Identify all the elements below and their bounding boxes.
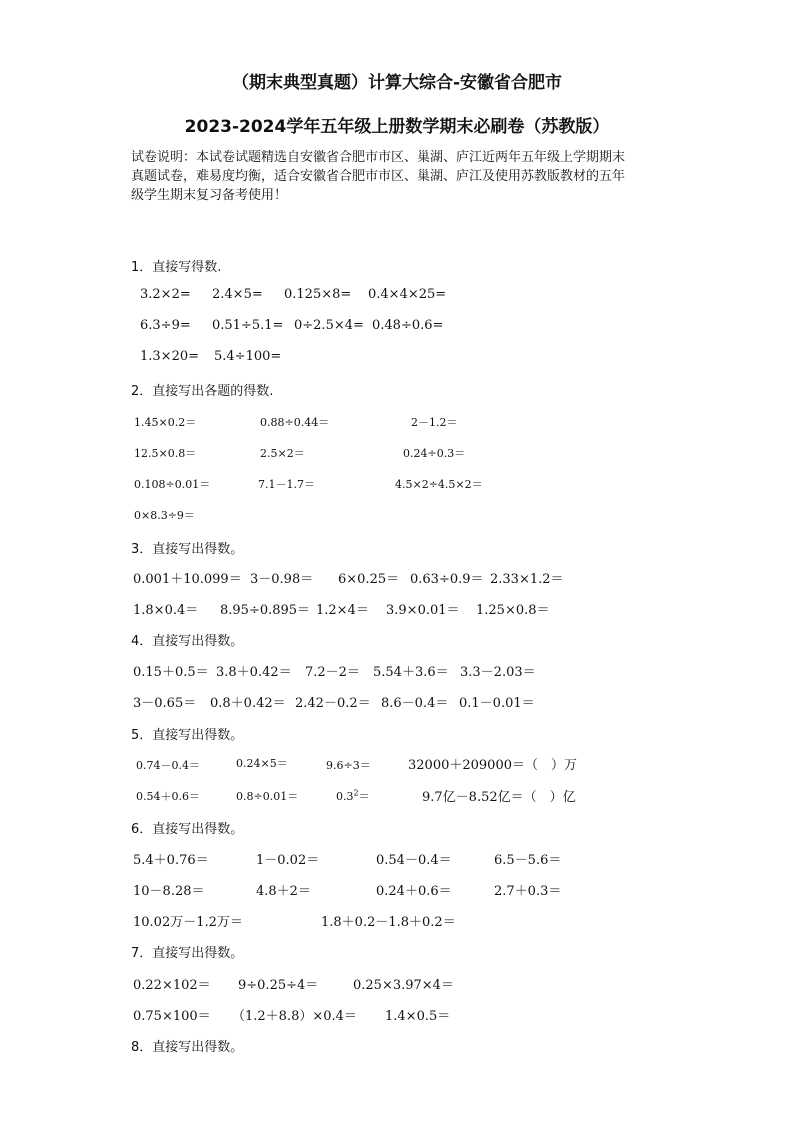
problem: 0.4×4×25= xyxy=(368,287,447,302)
problem: 0.24＋0.6＝ xyxy=(376,884,452,899)
problem: 7.1－1.7＝ xyxy=(258,478,315,491)
problem: 3－0.98＝ xyxy=(250,572,314,587)
problem: 4.8＋2＝ xyxy=(256,884,311,899)
problem: 32000＋209000＝（ ）万 xyxy=(408,758,577,773)
problem: 2.7＋0.3＝ xyxy=(494,884,562,899)
problem: 2.33×1.2＝ xyxy=(490,572,564,587)
problem: 0÷2.5×4= xyxy=(294,318,364,333)
problem: 6.3÷9= xyxy=(140,318,191,333)
problem: 7.2－2＝ xyxy=(305,665,360,680)
problem: 0.51÷5.1= xyxy=(212,318,284,333)
problem: 6×0.25＝ xyxy=(338,572,400,587)
problem xyxy=(336,788,370,804)
problem: 0.108÷0.01＝ xyxy=(134,478,211,491)
problem: 0.88÷0.44＝ xyxy=(260,416,330,429)
problem: 2.5×2＝ xyxy=(260,447,305,460)
title-line-2: 2023-2024学年五年级上册数学期末必刷卷（苏教版） xyxy=(184,117,610,137)
problem: 0.15＋0.5＝ xyxy=(133,665,209,680)
exponent: 2 xyxy=(353,788,359,798)
problem: 0×8.3÷9＝ xyxy=(134,509,195,522)
problem: 0.1－0.01＝ xyxy=(459,696,535,711)
question-1-heading: 1．直接写得数. xyxy=(131,260,222,275)
problem: 0.8÷0.01＝ xyxy=(236,790,299,803)
problem: 0.75×100＝ xyxy=(133,1009,211,1024)
problem: 1.8＋0.2－1.8＋0.2＝ xyxy=(321,915,456,930)
problem: 2－1.2＝ xyxy=(411,416,458,429)
problem: 3.9×0.01＝ xyxy=(386,603,460,618)
problem: 0.48÷0.6= xyxy=(372,318,444,333)
problem: （1.2＋8.8）×0.4＝ xyxy=(232,1009,357,1024)
problem: 1.8×0.4＝ xyxy=(133,603,199,618)
problem: 0.63÷0.9＝ xyxy=(410,572,484,587)
problem: 4.5×2÷4.5×2＝ xyxy=(395,478,483,491)
intro-line: 级学生期末复习备考使用！ xyxy=(131,188,288,203)
problem: 0.74－0.4＝ xyxy=(136,759,200,772)
problem: 0.8＋0.42＝ xyxy=(210,696,286,711)
intro-line: 试卷说明：本试卷试题精选自安徽省合肥市市区、巢湖、庐江近两年五年级上学期期末 xyxy=(131,150,626,165)
problem: 9.6÷3＝ xyxy=(326,759,371,772)
problem: 0.25×3.97×4＝ xyxy=(353,978,454,993)
question-6-heading: 6．直接写出得数。 xyxy=(131,822,244,837)
problem-base: 0.3 xyxy=(336,790,354,803)
problem: 2.42－0.2＝ xyxy=(295,696,371,711)
problem: 0.54－0.4＝ xyxy=(376,853,452,868)
problem-equals: ＝ xyxy=(358,790,370,803)
problem: 0.22×102＝ xyxy=(133,978,211,993)
question-7-heading: 7．直接写出得数。 xyxy=(131,946,244,961)
test-description xyxy=(131,148,671,205)
problem: 6.5－5.6＝ xyxy=(494,853,562,868)
problem: 8.95÷0.895＝ xyxy=(220,603,311,618)
problem: 5.54＋3.6＝ xyxy=(373,665,449,680)
problem: 1.25×0.8＝ xyxy=(476,603,550,618)
problem: 3－0.65＝ xyxy=(133,696,197,711)
problem: 2.4×5= xyxy=(212,287,263,302)
question-8-heading: 8．直接写出得数。 xyxy=(131,1040,244,1055)
intro-line: 真题试卷，难易度均衡，适合安徽省合肥市市区、巢湖、庐江及使用苏教版教材的五年 xyxy=(131,169,626,184)
problem: 1－0.02＝ xyxy=(256,853,320,868)
problem: 3.2×2= xyxy=(140,287,191,302)
problem: 5.4＋0.76＝ xyxy=(133,853,209,868)
problem: 1.4×0.5＝ xyxy=(385,1009,451,1024)
question-5-heading: 5．直接写出得数。 xyxy=(131,728,244,743)
problem: 0.24×5＝ xyxy=(236,757,288,770)
problem: 5.4÷100= xyxy=(214,349,282,364)
question-3-heading: 3．直接写出得数。 xyxy=(131,542,244,557)
title-line-1: （期末典型真题）计算大综合-安徽省合肥市 xyxy=(231,73,563,93)
problem: 12.5×0.8＝ xyxy=(134,447,197,460)
question-2-heading: 2．直接写出各题的得数. xyxy=(131,384,274,399)
problem: 1.2×4＝ xyxy=(316,603,369,618)
problem: 1.45×0.2＝ xyxy=(134,416,197,429)
problem: 3.8＋0.42＝ xyxy=(216,665,292,680)
problem: 10.02万－1.2万＝ xyxy=(133,915,243,930)
problem: 1.3×20= xyxy=(140,349,200,364)
problem: 0.54＋0.6＝ xyxy=(136,790,200,803)
problem: 0.001＋10.099＝ xyxy=(133,572,242,587)
problem: 9.7亿－8.52亿＝（ ）亿 xyxy=(422,790,576,805)
problem: 0.24÷0.3＝ xyxy=(403,447,466,460)
problem: 0.125×8= xyxy=(284,287,352,302)
problem: 10－8.28＝ xyxy=(133,884,205,899)
question-4-heading: 4．直接写出得数。 xyxy=(131,634,244,649)
problem: 3.3－2.03＝ xyxy=(460,665,536,680)
problem: 9÷0.25÷4＝ xyxy=(238,978,319,993)
problem: 8.6－0.4＝ xyxy=(381,696,449,711)
